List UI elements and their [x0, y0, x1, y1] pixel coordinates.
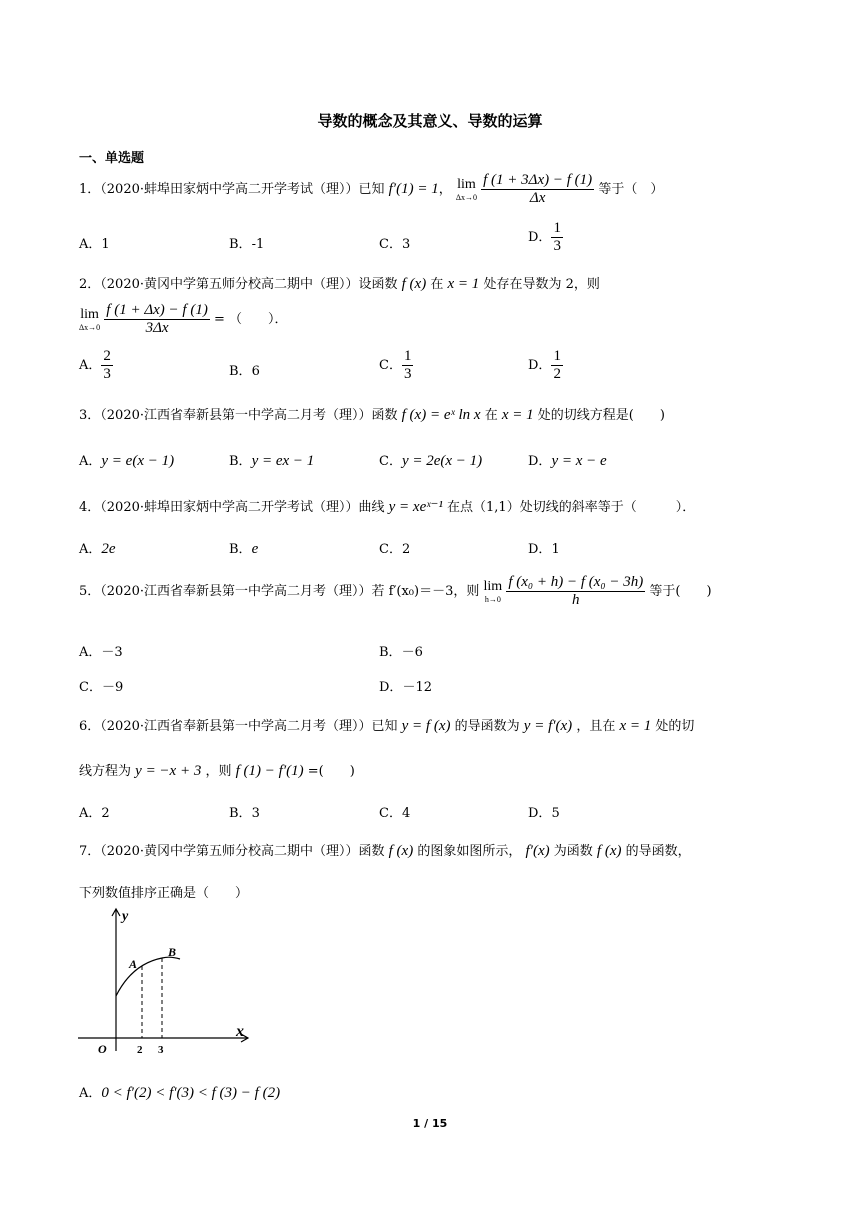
q3-option-b: B．y = ex − 1 — [229, 453, 315, 469]
question-7-line2: 下列数值排序正确是（ ） — [79, 886, 249, 901]
q1-fraction — [481, 172, 594, 207]
point-a-label: A — [129, 957, 138, 971]
q6-option-d: D．5 — [528, 806, 560, 821]
q1-limit — [456, 178, 477, 202]
q3-option-c: C．y = 2e(x − 1) — [379, 453, 483, 469]
q5-fraction — [506, 574, 645, 609]
q2-limit — [79, 308, 100, 332]
q2-suffix: = （ ）． — [213, 312, 288, 327]
q4-option-a: A．2e — [79, 541, 116, 557]
q7-f3: f (x) — [596, 843, 622, 859]
question-6-line2 — [79, 760, 355, 780]
q6-prefix: 6．（2020·江西省奉新县第一中学高二月考（理））已知 — [79, 719, 398, 734]
q6-mid2: ，且在 — [576, 719, 616, 734]
question-4 — [79, 496, 695, 516]
q2-end: 处存在导数为 2，则 — [483, 277, 600, 292]
q4-option-b: B．e — [229, 541, 259, 557]
q6-x1: x = 1 — [619, 718, 652, 734]
q1-condition: f′(1) = 1 — [388, 181, 439, 197]
q5-option-a: A．－3 — [79, 645, 123, 660]
x-axis-label: x — [236, 1023, 244, 1040]
q5-lim-sub: h→0 — [484, 594, 501, 604]
question-5 — [79, 574, 712, 609]
question-1: 1．（2020·蚌埠田家炳中学高二开学考试（理））已知 f′(1) = 1， lim Δx→0 $\frac{f (1 + 3\Delta x) - f (1)}{\Delta x}$ 等于（ ） — [79, 172, 664, 206]
section-heading: 一、单选题 — [79, 151, 145, 166]
q6-end1: 处的切 — [655, 719, 695, 734]
q6-line2-c: =( ) — [307, 764, 355, 779]
q3-x1: x = 1 — [501, 407, 534, 423]
q6-mid1: 的导函数为 — [454, 719, 520, 734]
q2-option-c: C． $\frac{1}{3}$ — [379, 348, 412, 382]
question-6 — [79, 715, 694, 735]
tick-label-3: 3 — [158, 1044, 164, 1056]
question-7 — [79, 840, 691, 860]
q7-function-graph — [76, 906, 256, 1056]
q5-condition: f′(x₀)＝－3，则 — [388, 584, 480, 599]
q2-option-b: B．6 — [229, 364, 260, 379]
question-3 — [79, 404, 665, 424]
q7-f2: f′(x) — [525, 843, 550, 859]
q4-option-c: C．2 — [379, 542, 411, 557]
q6-f2: y = f′(x) — [523, 718, 573, 734]
q5-option-b: B．－6 — [379, 645, 423, 660]
q2-option-a: A． $\frac{2}{3}$ — [79, 348, 111, 382]
q6-option-b: B．3 — [229, 806, 260, 821]
q1-option-d: D． $\frac{1}{3}$ — [528, 220, 561, 254]
q6-expression: f (1) − f′(1) — [235, 763, 304, 779]
q1-lim-word: lim — [457, 176, 476, 192]
q4-prefix: 4．（2020·蚌埠田家炳中学高二开学考试（理））曲线 — [79, 500, 385, 515]
q5-numerator: f (x₀ + h) − f (x₀ − 3h) — [508, 574, 644, 590]
q2-mid: 在 — [430, 277, 444, 292]
q2-fraction — [104, 302, 210, 337]
point-b-label: B — [168, 945, 177, 959]
q5-limit — [484, 580, 503, 604]
q2-x1: x = 1 — [447, 276, 480, 292]
q6-line2-a: 线方程为 — [79, 764, 132, 779]
q6-tangent: y = −x + 3 — [135, 763, 202, 779]
q1-prefix: 1．（2020·蚌埠田家炳中学高二开学考试（理））已知 — [79, 182, 385, 197]
q7-prefix: 7．（2020·黄冈中学第五师分校高二期中（理））函数 — [79, 844, 385, 859]
q5-denominator: h — [572, 592, 580, 608]
q3-option-d: D．y = x − e — [528, 453, 607, 469]
q5-option-c: C．－9 — [79, 680, 124, 695]
q1-lim-sub: Δx→0 — [455, 192, 477, 202]
q7-option-a: A．0 < f′(2) < f′(3) < f (3) − f (2) — [79, 1085, 281, 1101]
q6-option-a: A．2 — [79, 806, 110, 821]
q5-suffix: 等于( ) — [649, 584, 712, 599]
question-2-line2 — [79, 302, 288, 337]
q1-option-c: C．3 — [379, 237, 411, 252]
q7-mid1: 的图象如图所示， — [417, 844, 522, 859]
q2-lim-word: lim — [80, 306, 99, 322]
q7-mid2: 为函数 — [553, 844, 593, 859]
q1-option-b: B．-1 — [229, 237, 265, 252]
q2-fx: f (x) — [401, 276, 427, 292]
q1-option-a: A．1 — [79, 237, 110, 252]
q3-mid: 在 — [484, 408, 498, 423]
q2-lim-sub: Δx→0 — [79, 322, 101, 332]
q4-suffix: 在点（1,1）处切线的斜率等于（ ）． — [447, 500, 696, 515]
q2-denominator: 3Δx — [145, 320, 169, 336]
q2-numerator: f (1 + Δx) − f (1) — [106, 302, 208, 318]
q5-prefix: 5．（2020·江西省奉新县第一中学高二月考（理））若 — [79, 584, 385, 599]
y-axis-label: y — [122, 909, 129, 924]
tick-label-2: 2 — [137, 1044, 143, 1056]
question-2 — [79, 273, 600, 293]
q6-option-c: C．4 — [379, 806, 411, 821]
curve — [116, 957, 180, 996]
q1-denominator: Δx — [529, 190, 546, 206]
origin-label: O — [98, 1042, 107, 1056]
q7-end1: 的导函数， — [625, 844, 691, 859]
q7-f1: f (x) — [388, 843, 414, 859]
page-number: 1 / 15 — [412, 1117, 448, 1130]
q1-numerator: f (1 + 3Δx) − f (1) — [483, 172, 593, 188]
q6-line2-b: ，则 — [205, 764, 232, 779]
q2-text: 2．（2020·黄冈中学第五师分校高二期中（理））设函数 — [79, 277, 398, 292]
q4-option-d: D．1 — [528, 542, 560, 557]
q5-option-d: D．－12 — [379, 680, 432, 695]
q6-f1: y = f (x) — [401, 718, 451, 734]
q3-option-a: A．y = e(x − 1) — [79, 453, 175, 469]
q1-suffix: 等于（ ） — [598, 182, 664, 197]
q4-function: y = xeˣ⁻¹ — [388, 499, 443, 515]
q2-option-d: D． $\frac{1}{2}$ — [528, 348, 561, 382]
q3-suffix: 处的切线方程是( ) — [537, 408, 665, 423]
q5-lim-word: lim — [483, 578, 503, 594]
page-title: 导数的概念及其意义、导数的运算 — [317, 112, 543, 130]
q3-function: f (x) = eˣ ln x — [401, 407, 481, 423]
q3-prefix: 3．（2020·江西省奉新县第一中学高二月考（理））函数 — [79, 408, 398, 423]
